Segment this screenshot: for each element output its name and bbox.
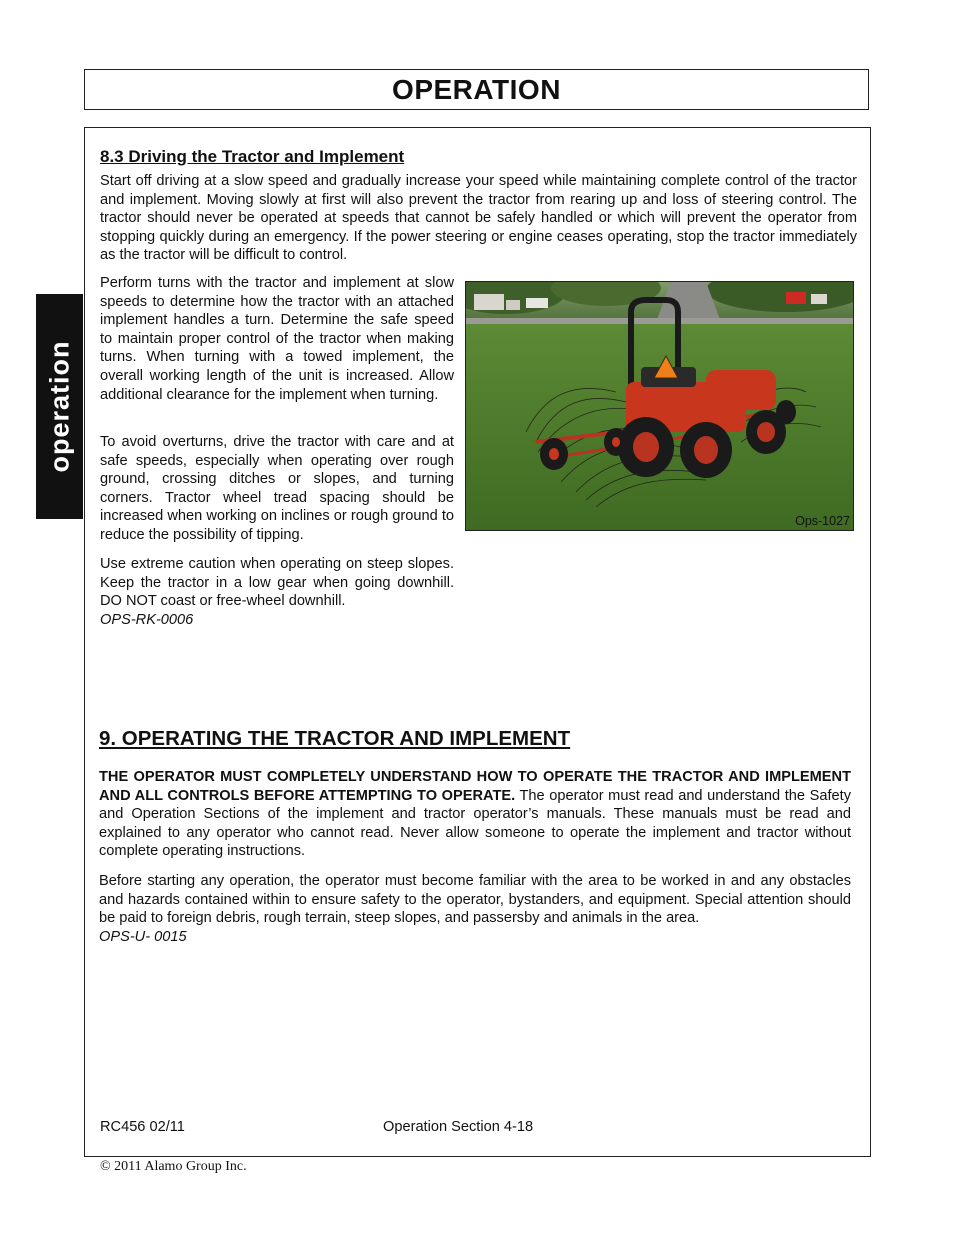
side-tab-label: operation bbox=[44, 340, 75, 473]
section-9-paragraph-2-block bbox=[99, 872, 851, 946]
tractor-rake-photo bbox=[465, 281, 854, 531]
footer-model-date: RC456 02/11 bbox=[100, 1119, 185, 1135]
section-8-3-paragraph-3: To avoid overturns, drive the tractor with care and at safe speeds, especially when operating over rough ground, crossing ditches or slopes, and turning corners. Tractor wheel tread spacing should be increased when working on inclines or rough ground to reduce the possibility of tipping. bbox=[100, 434, 454, 543]
section-8-3-paragraph-4: Use extreme caution when operating on steep slopes. Keep the tractor in a low gear when going downhill. DO NOT coast or free-wheel downhill. bbox=[100, 556, 454, 610]
tractor-photo-illustration bbox=[466, 282, 854, 531]
section-8-3-heading: 8.3 Driving the Tractor and Implement bbox=[100, 147, 405, 166]
section-9-paragraph-1-rest: The operator must read and understand the Safety and Operation Sections of the implement and tractor operator’s manuals. These manuals must be read and explained to any operator who cannot read. Never allow someone to operate the implement and tractor without complete operating instructions. bbox=[99, 787, 852, 860]
footer-copyright: © 2011 Alamo Group Inc. bbox=[100, 1159, 247, 1174]
side-section-tab bbox=[36, 294, 83, 519]
section-8-3-paragraph-4-block bbox=[100, 555, 454, 629]
section-8-3-paragraph-2: Perform turns with the tractor and implement at slow speeds to determine how the tractor with an attached implement handles a turn. Determine the safe speed to maintain proper control of the tractor when making turns. When turning with a towed implement, the overall working length of the unit is increased. Allow additional clearance for the implement when turning. bbox=[100, 275, 454, 403]
footer-section-page: Operation Section 4-18 bbox=[383, 1119, 534, 1135]
photo-label: Ops-1027 bbox=[795, 514, 850, 528]
section-9-warning-text: THE OPERATOR MUST COMPLETELY UNDERSTAND HOW TO OPERATE THE TRACTOR AND IMPLEMENT AND ALL CONTROLS BEFORE ATTEMPTING TO OPERATE. bbox=[99, 769, 851, 804]
section-9-paragraph-1 bbox=[99, 768, 851, 861]
section-9-reference: OPS-U- 0015 bbox=[99, 928, 187, 945]
section-9-heading: 9. OPERATING THE TRACTOR AND IMPLEMENT bbox=[99, 727, 571, 750]
section-9-paragraph-2: Before starting any operation, the operator must become familiar with the area to be worked in and any obstacles and hazards contained within to ensure safety to the operator, bystanders, and equipment. Special attention should be paid to foreign debris, rough terrain, steep slopes, and passersby and animals in the area. bbox=[99, 873, 851, 927]
section-8-3-reference: OPS-RK-0006 bbox=[100, 611, 194, 628]
section-8-3-paragraph-1: Start off driving at a slow speed and gradually increase your speed while maintaining complete control of the tractor and implement. Moving slowly at first will also prevent the tractor from rearing up and loss of steering control. The tractor should never be operated at speeds that cannot be safely handled or which will prevent the operator from stopping quickly during an emergency. If the power steering or engine ceases operating, stop the tractor immediately as the tractor will be difficult to control. bbox=[100, 173, 857, 264]
page-title: OPERATION bbox=[392, 73, 561, 105]
page-title-box bbox=[84, 69, 869, 110]
